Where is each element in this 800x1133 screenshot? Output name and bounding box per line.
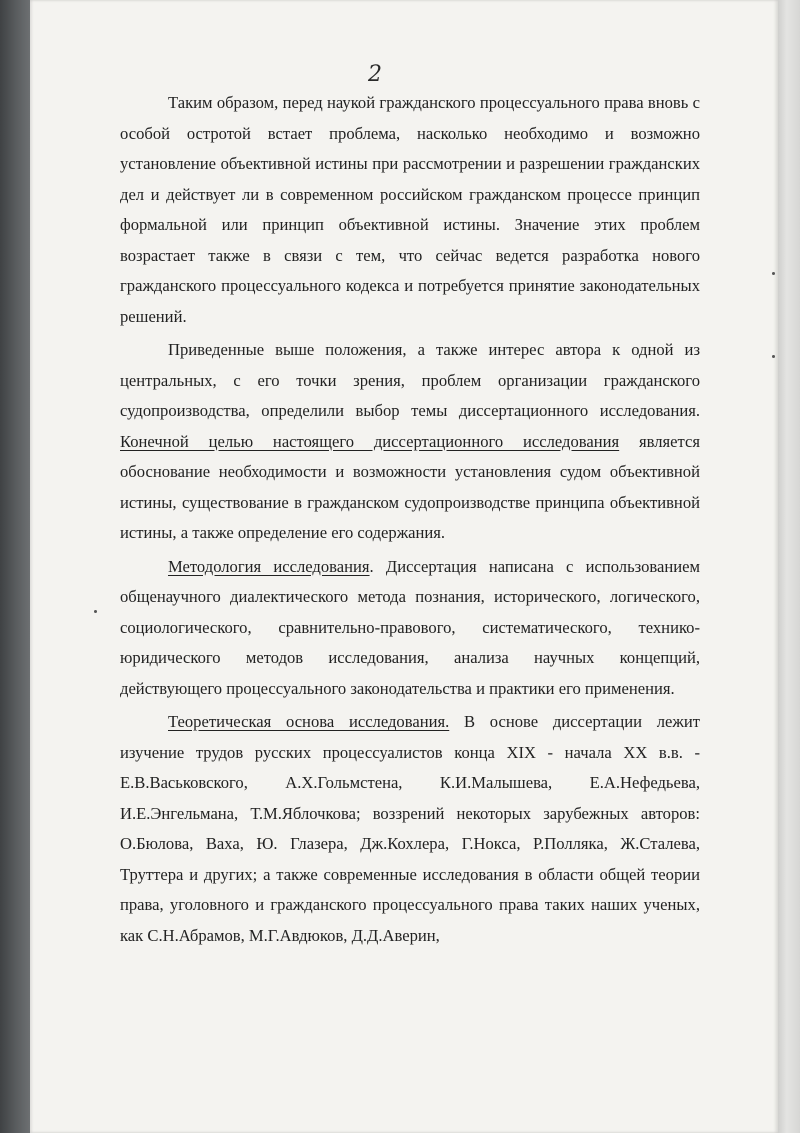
paragraph-goal (120, 335, 700, 549)
paragraph-methodology (120, 552, 700, 705)
scan-left-margin (0, 0, 30, 1133)
paragraph-intro (120, 88, 700, 332)
paragraph-intro-text: Таким образом, перед наукой гражданского процессуального права вновь с особой остротой встает проблема, насколько необходимо и возможно установление объективной истины при рассмотрении и разрешении гражданских дел и действует ли в современном российском гражданском процессе принцип формальной или принцип объективной истины. Значение этих проблем возрастает также в связи с тем, что сейчас ведется разработка нового гражданского процессуального кодекса и потребуется принятие законодательных решений. (120, 93, 700, 326)
paragraph-goal-body: является обоснование необходимости и возможности установления судом объективной истины, существование в гражданском судопроизводстве принципа объективной истины, а также определение его содержания. (120, 431, 700, 542)
scan-speck (772, 355, 775, 358)
paragraph-methodology-body: . Диссертация написана с использованием общенаучного диалектического метода познания, исторического, логического, социологического, сравнительно-правового, систематического, технико-юридического методов исследования, анализа научных концепций, действующего процессуального законодательства и практики его применения. (120, 556, 700, 698)
next-page-edge (778, 0, 800, 1133)
paragraph-theory-body: В основе диссертации лежит изучение трудов русских процессуалистов конца XIX - начала XX в.в. - Е.В.Васьковского, А.Х.Гольмстена, К.И.Малышева, Е.А.Нефедьева, И.Е.Энгельмана, Т.М.Яблочкова; воззрений некоторых зарубежных авторов: О.Бюлова, Ваха, Ю. Глазера, Дж.Кохлера, Г.Нокса, Р.Полляка, Ж.Сталева, Труттера и других; а также современные исследования в области общей теории права, уголовного и гражданского процессуального права таких наших ученых, как С.Н.Абрамов, М.Г.Авдюков, Д.Д.Аверин, (120, 712, 700, 945)
scan-speck (772, 272, 775, 275)
paragraph-theory (120, 707, 700, 951)
theory-heading: Теоретическая основа исследования. (168, 712, 450, 731)
page-number: 2 (368, 62, 382, 87)
scan-speck (94, 610, 97, 613)
methodology-heading: Методология исследования (168, 556, 370, 576)
paragraph-goal-lead: Приведенные выше положения, а также интерес автора к одной из центральных, с его точки зрения, проблем организации гражданского судопроизводства, определили выбор темы диссертационного исследования. (120, 340, 700, 420)
goal-heading: Конечной целью настоящего диссертационного исследования (120, 431, 620, 451)
body-text (120, 88, 700, 954)
